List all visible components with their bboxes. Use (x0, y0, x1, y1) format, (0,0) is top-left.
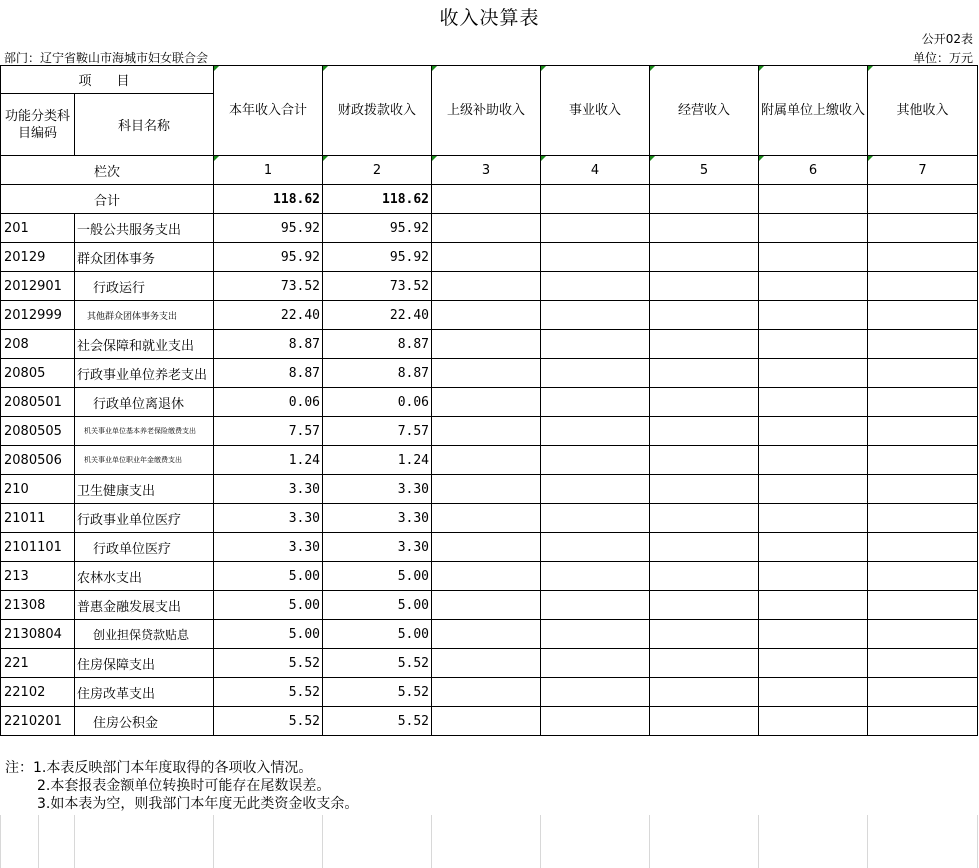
row-code: 22102 (1, 678, 75, 707)
row-empty-cell (541, 562, 650, 591)
header-item: 项 目 (1, 66, 214, 94)
row-code: 221 (1, 649, 75, 678)
row-empty-cell (432, 475, 541, 504)
row-empty-cell (868, 678, 978, 707)
row-empty-cell (432, 504, 541, 533)
table-row (1, 243, 978, 272)
row-empty-cell (759, 359, 868, 388)
row-col-2: 8.87 (323, 359, 432, 388)
row-empty-cell (432, 678, 541, 707)
row-empty-cell (432, 649, 541, 678)
header-name: 科目名称 (75, 94, 214, 156)
row-empty-cell (541, 446, 650, 475)
row-empty-cell (541, 475, 650, 504)
row-empty-cell (432, 272, 541, 301)
note-1: 注：1.本表反映部门本年度取得的各项收入情况。 (5, 760, 313, 776)
row-empty-cell (759, 417, 868, 446)
row-empty-cell (650, 214, 759, 243)
row-empty-cell (541, 330, 650, 359)
row-col-1: 95.92 (214, 243, 323, 272)
row-code: 2101101 (1, 533, 75, 562)
table-row (1, 359, 978, 388)
table-row (1, 678, 978, 707)
row-empty-cell (541, 678, 650, 707)
header-col-6: 附属单位上缴收入 (759, 66, 868, 156)
row-empty-cell (650, 330, 759, 359)
row-empty-cell (759, 678, 868, 707)
row-empty-cell (759, 272, 868, 301)
row-empty-cell (868, 446, 978, 475)
report-title: 收入决算表 (439, 7, 540, 29)
row-col-2: 0.06 (323, 388, 432, 417)
row-empty-cell (650, 678, 759, 707)
row-col-1: 5.52 (214, 649, 323, 678)
row-empty-cell (759, 562, 868, 591)
table-row (1, 475, 978, 504)
row-empty-cell (759, 388, 868, 417)
row-empty-cell (650, 504, 759, 533)
table-row (1, 446, 978, 475)
row-empty-cell (759, 330, 868, 359)
col-num-2: 2 (323, 156, 432, 185)
row-empty-cell (868, 417, 978, 446)
unit-label: 单位：万元 (912, 51, 973, 65)
table-row (1, 417, 978, 446)
row-empty-cell (432, 446, 541, 475)
header-col-7: 其他收入 (868, 66, 978, 156)
row-code: 21011 (1, 504, 75, 533)
total-col-1: 118.62 (214, 185, 323, 214)
row-col-2: 95.92 (323, 214, 432, 243)
row-col-2: 3.30 (323, 504, 432, 533)
row-col-2: 5.00 (323, 620, 432, 649)
row-empty-cell (541, 214, 650, 243)
row-name: 卫生健康支出 (75, 475, 214, 504)
header-col-5: 经营收入 (650, 66, 759, 156)
row-empty-cell (868, 649, 978, 678)
table-row (1, 591, 978, 620)
row-code: 2080506 (1, 446, 75, 475)
row-empty-cell (868, 330, 978, 359)
col-num-4: 4 (541, 156, 650, 185)
row-empty-cell (868, 243, 978, 272)
row-empty-cell (868, 533, 978, 562)
row-col-2: 73.52 (323, 272, 432, 301)
row-col-2: 7.57 (323, 417, 432, 446)
row-empty-cell (432, 591, 541, 620)
row-empty-cell (541, 243, 650, 272)
department-label: 部门：辽宁省鞍山市海城市妇女联合会 (4, 51, 209, 65)
row-code: 2210201 (1, 707, 75, 736)
row-empty-cell (541, 591, 650, 620)
row-name: 群众团体事务 (75, 243, 214, 272)
header-col-1: 本年收入合计 (214, 66, 323, 156)
row-empty-cell (868, 214, 978, 243)
note-2: 2.本套报表金额单位转换时可能存在尾数误差。 (37, 778, 331, 794)
row-code: 201 (1, 214, 75, 243)
row-empty-cell (432, 243, 541, 272)
row-empty-cell (541, 301, 650, 330)
col-num-3: 3 (432, 156, 541, 185)
col-num-7: 7 (868, 156, 978, 185)
header-col-2: 财政拨款收入 (323, 66, 432, 156)
row-empty-cell (541, 359, 650, 388)
row-empty-cell (432, 359, 541, 388)
row-col-2: 22.40 (323, 301, 432, 330)
row-code: 213 (1, 562, 75, 591)
row-empty-cell (432, 562, 541, 591)
row-empty-cell (868, 301, 978, 330)
row-empty-cell (650, 417, 759, 446)
note-3: 3.如本表为空，则我部门本年度无此类资金收支余。 (37, 796, 359, 812)
row-name: 社会保障和就业支出 (75, 330, 214, 359)
row-empty-cell (868, 475, 978, 504)
row-empty-cell (650, 301, 759, 330)
row-name: 行政事业单位医疗 (75, 504, 214, 533)
header-col-4: 事业收入 (541, 66, 650, 156)
row-empty-cell (650, 649, 759, 678)
row-empty-cell (759, 243, 868, 272)
row-col-2: 1.24 (323, 446, 432, 475)
row-empty-cell (868, 562, 978, 591)
row-name: 创业担保贷款贴息 (75, 620, 214, 649)
row-empty-cell (432, 330, 541, 359)
row-empty-cell (759, 504, 868, 533)
row-empty-cell (868, 620, 978, 649)
row-empty-cell (650, 388, 759, 417)
income-table (0, 65, 978, 736)
row-code: 2080505 (1, 417, 75, 446)
table-row (1, 214, 978, 243)
lanci-label: 栏次 (1, 156, 214, 185)
col-num-1: 1 (214, 156, 323, 185)
row-col-1: 3.30 (214, 533, 323, 562)
row-empty-cell (432, 417, 541, 446)
row-empty-cell (541, 504, 650, 533)
row-empty-cell (759, 620, 868, 649)
row-col-1: 7.57 (214, 417, 323, 446)
row-empty-cell (868, 272, 978, 301)
row-empty-cell (868, 707, 978, 736)
row-col-2: 5.52 (323, 678, 432, 707)
row-col-1: 8.87 (214, 330, 323, 359)
row-empty-cell (868, 359, 978, 388)
table-row (1, 649, 978, 678)
row-code: 2012901 (1, 272, 75, 301)
row-empty-cell (759, 446, 868, 475)
row-col-1: 22.40 (214, 301, 323, 330)
row-name: 普惠金融发展支出 (75, 591, 214, 620)
row-code: 2080501 (1, 388, 75, 417)
table-row (1, 707, 978, 736)
row-name: 机关事业单位职业年金缴费支出 (75, 446, 214, 475)
row-name: 住房改革支出 (75, 678, 214, 707)
row-empty-cell (759, 475, 868, 504)
table-number: 公开02表 (921, 32, 973, 46)
row-empty-cell (432, 620, 541, 649)
row-empty-cell (759, 707, 868, 736)
row-empty-cell (650, 475, 759, 504)
row-empty-cell (759, 301, 868, 330)
row-code: 20805 (1, 359, 75, 388)
row-empty-cell (650, 533, 759, 562)
row-code: 2012999 (1, 301, 75, 330)
table-row (1, 620, 978, 649)
row-empty-cell (432, 388, 541, 417)
col-num-6: 6 (759, 156, 868, 185)
row-col-2: 95.92 (323, 243, 432, 272)
row-name: 行政单位医疗 (75, 533, 214, 562)
row-code: 208 (1, 330, 75, 359)
row-empty-cell (432, 301, 541, 330)
row-col-1: 5.52 (214, 707, 323, 736)
row-empty-cell (868, 504, 978, 533)
row-empty-cell (541, 388, 650, 417)
row-col-2: 5.00 (323, 591, 432, 620)
row-empty-cell (541, 417, 650, 446)
row-col-1: 95.92 (214, 214, 323, 243)
table-row (1, 301, 978, 330)
row-empty-cell (650, 243, 759, 272)
row-col-2: 5.52 (323, 707, 432, 736)
row-empty-cell (650, 272, 759, 301)
row-col-2: 5.52 (323, 649, 432, 678)
row-col-1: 0.06 (214, 388, 323, 417)
row-col-2: 3.30 (323, 475, 432, 504)
row-empty-cell (650, 446, 759, 475)
empty-grid (0, 815, 977, 868)
row-col-2: 3.30 (323, 533, 432, 562)
row-name: 农林水支出 (75, 562, 214, 591)
row-empty-cell (650, 359, 759, 388)
row-code: 21308 (1, 591, 75, 620)
row-empty-cell (759, 591, 868, 620)
row-col-2: 5.00 (323, 562, 432, 591)
notes (5, 759, 358, 813)
row-name: 行政单位离退休 (75, 388, 214, 417)
row-empty-cell (650, 562, 759, 591)
table-row (1, 533, 978, 562)
row-code: 210 (1, 475, 75, 504)
row-empty-cell (432, 707, 541, 736)
row-name: 行政事业单位养老支出 (75, 359, 214, 388)
row-empty-cell (432, 214, 541, 243)
row-empty-cell (541, 649, 650, 678)
row-col-1: 8.87 (214, 359, 323, 388)
table-row (1, 504, 978, 533)
row-col-1: 5.00 (214, 562, 323, 591)
total-row (1, 185, 978, 214)
header-col-3: 上级补助收入 (432, 66, 541, 156)
row-col-1: 5.52 (214, 678, 323, 707)
row-empty-cell (759, 649, 868, 678)
row-col-2: 8.87 (323, 330, 432, 359)
header-code: 功能分类科目编码 (1, 94, 75, 156)
row-empty-cell (650, 707, 759, 736)
row-empty-cell (650, 591, 759, 620)
row-empty-cell (650, 620, 759, 649)
row-name: 住房公积金 (75, 707, 214, 736)
row-code: 20129 (1, 243, 75, 272)
row-name: 机关事业单位基本养老保险缴费支出 (75, 417, 214, 446)
row-empty-cell (541, 707, 650, 736)
table-row (1, 330, 978, 359)
row-empty-cell (868, 388, 978, 417)
row-empty-cell (541, 620, 650, 649)
row-col-1: 73.52 (214, 272, 323, 301)
row-col-1: 3.30 (214, 475, 323, 504)
row-empty-cell (541, 272, 650, 301)
row-empty-cell (759, 214, 868, 243)
table-row (1, 272, 978, 301)
row-empty-cell (541, 533, 650, 562)
table-row (1, 562, 978, 591)
row-code: 2130804 (1, 620, 75, 649)
row-name: 住房保障支出 (75, 649, 214, 678)
row-col-1: 5.00 (214, 591, 323, 620)
table-row (1, 388, 978, 417)
col-num-5: 5 (650, 156, 759, 185)
row-name: 行政运行 (75, 272, 214, 301)
row-empty-cell (759, 533, 868, 562)
row-name: 一般公共服务支出 (75, 214, 214, 243)
total-col-2: 118.62 (323, 185, 432, 214)
row-name: 其他群众团体事务支出 (75, 301, 214, 330)
row-empty-cell (432, 533, 541, 562)
row-col-1: 5.00 (214, 620, 323, 649)
row-col-1: 1.24 (214, 446, 323, 475)
row-empty-cell (868, 591, 978, 620)
row-col-1: 3.30 (214, 504, 323, 533)
total-label: 合计 (1, 185, 214, 214)
